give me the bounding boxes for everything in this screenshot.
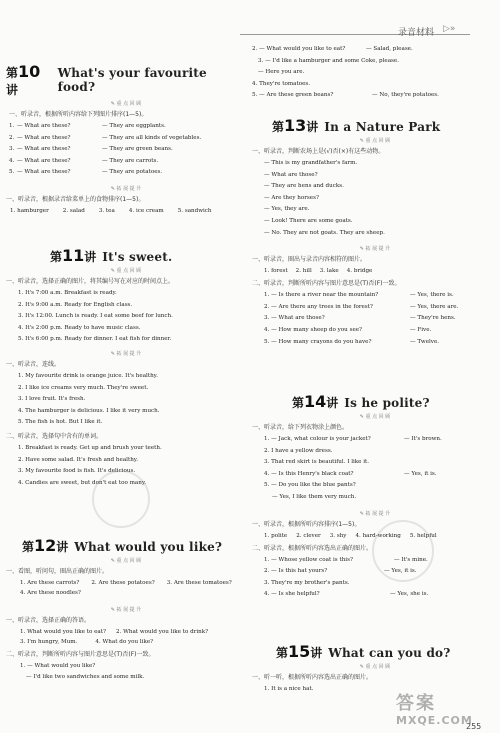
lesson-12-title: 第12讲 What would you like?: [22, 536, 223, 555]
list-item: 1. Breakfast is ready. Get up and brush your teeth.: [18, 444, 162, 451]
line-list: [18, 288, 246, 346]
question-row: 1. What would you like to eat? 2. What would you like to drink?: [20, 628, 209, 635]
qa-row: 2. I have a yellow dress.: [264, 447, 333, 454]
watermark-seal: [92, 470, 150, 528]
qa-row: 5. — What are these? — They are potatoes.: [9, 169, 163, 176]
section-tag: ✎ 重 点 回 顾: [110, 101, 142, 107]
list-item: 5. The fish is hot. But I like it.: [18, 419, 103, 426]
section-tag: ✎ 重 点 回 顾: [359, 664, 391, 670]
list-item: — What are those?: [264, 171, 318, 178]
list-item: 3. I love fruit. It's fresh.: [18, 396, 86, 403]
list-item: — Look! There are some goats.: [264, 217, 353, 224]
lesson-13-title: 第13讲 In a Nature Park: [272, 116, 441, 135]
list-item: — They are hens and ducks.: [264, 183, 344, 190]
section-tag: ✎ 拓 展 提 升: [110, 606, 142, 613]
line-list: [18, 371, 246, 429]
qa-row: 3. — I'd like a hamburger and some Coke, please.: [258, 57, 400, 64]
qa-row: 1. — What are these? — They are eggplants.: [9, 123, 166, 129]
instruction: 一、听录音，选择正确的答语。: [6, 616, 91, 624]
qa-row: 5. — Do you like the blue pants?: [264, 482, 356, 489]
list-item: — Are they horses?: [264, 194, 319, 201]
section-tag: ✎ 重 点 回 顾: [359, 138, 391, 144]
qa-list: [264, 290, 498, 348]
watermark-seal: [372, 520, 434, 582]
qa-row: 5. — Are these green beans? — No, they're potatoes.: [252, 92, 439, 99]
instruction: 二、听录音，根据所听内容选出正确的图片。: [252, 544, 373, 552]
list-item: 4. It's 2:00 p.m. Ready to have music class.: [18, 324, 141, 331]
list-item: 2. I like ice creams very much. They're sweet.: [18, 384, 149, 391]
lesson-12: [6, 536, 246, 684]
qa-row: 3. — What are those? — They're hens.: [264, 315, 456, 322]
qa-list: [9, 121, 246, 179]
list-item: 1. It's 7:00 a.m. Breakfast is ready.: [18, 290, 117, 296]
lesson-13: [252, 116, 498, 348]
lesson-11: [6, 246, 246, 489]
qa-row: 2. — Are there any trees in the forest? — Yes, there are.: [264, 303, 459, 310]
qa-row: — Yes, I like them very much.: [272, 493, 357, 500]
list-item: 4. Are these noodles?: [20, 590, 81, 596]
section-tag: ✎ 重 点 回 顾: [359, 414, 391, 420]
lesson-14-title: 第14讲 Is he polite?: [292, 392, 430, 411]
list-item: 4. Candies are sweet, but don't eat too many.: [18, 479, 147, 486]
list-item: — I'd like two sandwiches and some milk.: [26, 674, 145, 681]
section-tag: ✎ 重 点 回 顾: [110, 268, 142, 274]
corner-logo: 答案 MXQE.COM: [396, 693, 473, 727]
qa-row: 2. — What are these? — They are all kinds of vegetables.: [9, 134, 202, 141]
word-list: 1. polite 2. clever 3. shy 4. hard-working 5. helpful: [264, 532, 437, 539]
lesson-14: [252, 392, 498, 601]
qa-row: 4. They're tomatoes.: [252, 80, 311, 87]
lesson-15-title: 第15讲 What can you do?: [276, 642, 451, 661]
section-tag: ✎ 拓 展 提 升: [110, 185, 142, 192]
list-item: — This is my grandfather's farm.: [264, 160, 358, 166]
qa-row: 4. — Is she helpful? — Yes, she is.: [264, 591, 429, 598]
qa-row: 3. — What are these? — They are green beans.: [9, 146, 173, 153]
qa-row: — Here you are.: [258, 69, 305, 76]
list-item: 4. The hamburger is delicious. I like it very much.: [18, 407, 160, 414]
section-tag: ✎ 重 点 回 顾: [110, 558, 142, 564]
list-item: — No. They are not goats. They are sheep.: [264, 229, 385, 236]
qa-row: 3. That red skirt is beautiful. I like it.: [264, 459, 370, 466]
list-item: 1. — What would you like?: [20, 662, 96, 669]
qa-row: 1. — Jack, what colour is your jacket? — It's brown.: [264, 436, 442, 442]
instruction: 一、听一听，根据所听内容选出正确的图片。: [252, 674, 373, 681]
word-list: 1. forest 2. hill 3. lake 4. bridge: [264, 268, 373, 275]
qa-row: 3. They're my brother's pants.: [264, 579, 350, 586]
qa-list: [264, 434, 498, 504]
instruction: 二、听录音，判断所听内容与图片意思是(T)否(F)一致。: [6, 650, 155, 658]
instruction: 二、听录音，判断所听内容与图片意思是(T)否(F)一致。: [252, 280, 401, 288]
list-item: 5. It's 6:00 p.m. Ready for dinner. I eat fish for dinner.: [18, 336, 172, 343]
list-item: — Yes, they are.: [264, 206, 310, 213]
instruction: 一、听录音，连线。: [6, 360, 61, 368]
lesson-15: [252, 642, 498, 696]
page-number: 255: [466, 722, 482, 731]
qa-row: 4. — How many sheep do you see? — Five.: [264, 326, 432, 333]
list-item: 2. Have some salad. It's fresh and healthy.: [18, 456, 139, 463]
section-tag: ✎ 拓 展 提 升: [110, 350, 142, 357]
lesson-10-title: 第10讲 What's your favourite food?: [6, 62, 207, 97]
instruction: 一、看图，听问句，圈出正确的图片。: [6, 568, 109, 575]
instruction: 一、听录音，选择正确的图片，将其编号写在对应的时间点上。: [6, 278, 175, 285]
qa-row: 4. — What are these? — They are carrots.: [9, 157, 159, 164]
instruction: 一、听录音，根据所听内容排序(1—5)。: [252, 520, 361, 528]
section-tag: ✎ 拓 展 提 升: [359, 510, 391, 517]
header-label: 录音材料: [398, 28, 435, 38]
instruction: 一、听录音，根据所听内容给下列图片排序(1—5)。: [9, 111, 148, 118]
instruction: 二、听录音，选择句中含有的单词。: [6, 432, 103, 440]
list-item: 3. It's 12:00. Lunch is ready. I eat some beef for lunch.: [18, 313, 173, 320]
header-arrow-icon: ▷»: [443, 24, 456, 34]
list-item: 1. My favourite drink is orange juice. It's healthy.: [18, 372, 158, 379]
lesson-11-title: 第11讲 It's sweet.: [50, 246, 173, 265]
instruction: 一、听录音，给下列衣物涂上颜色。: [252, 424, 349, 431]
instruction: 一、听录音，圈出与录音内容相符的图片。: [252, 256, 367, 264]
instruction: 一、听录音，判断农场上是(√)否(×)有这些动物。: [252, 148, 385, 155]
lesson-12-continued: [252, 44, 498, 102]
section-tag: ✎ 拓 展 提 升: [359, 246, 391, 253]
qa-row: 1. — Whose yellow coat is this? — It's mine.: [264, 556, 428, 563]
line-list: [264, 158, 498, 239]
list-item: 2. It's 9:00 a.m. Ready for English class.: [18, 301, 133, 308]
qa-row: 1. — Is there a river near the mountain? — Yes, there is.: [264, 292, 454, 299]
header-rule: [240, 34, 470, 35]
question-row: 1. Are these carrots? 2. Are these potatoes? 3. Are these tomatoes?: [20, 580, 232, 586]
list-item: 1. It is a nice hat.: [264, 686, 314, 692]
qa-row: 2. — What would you like to eat? — Salad, please.: [252, 46, 413, 52]
list-item: 3. My favourite food is fish. It's delicious.: [18, 468, 136, 475]
qa-row: 5. — How many crayons do you have? — Twelve.: [264, 338, 440, 345]
lesson-10: [6, 62, 246, 216]
word-list: 1. hamburger 2. salad 3. tea 4. ice cream 5. sandwich: [10, 207, 212, 214]
qa-row: 4. — Is this Henry's black coat? — Yes, it is.: [264, 470, 437, 477]
question-row: 3. I'm hungry, Mum. 4. What do you like?: [20, 638, 154, 645]
instruction: 一、听录音，根据录音给菜单上的食物排序(1—5)。: [6, 195, 145, 203]
qa-row: 2. — Is this hat yours? — Yes, it is.: [264, 568, 417, 575]
